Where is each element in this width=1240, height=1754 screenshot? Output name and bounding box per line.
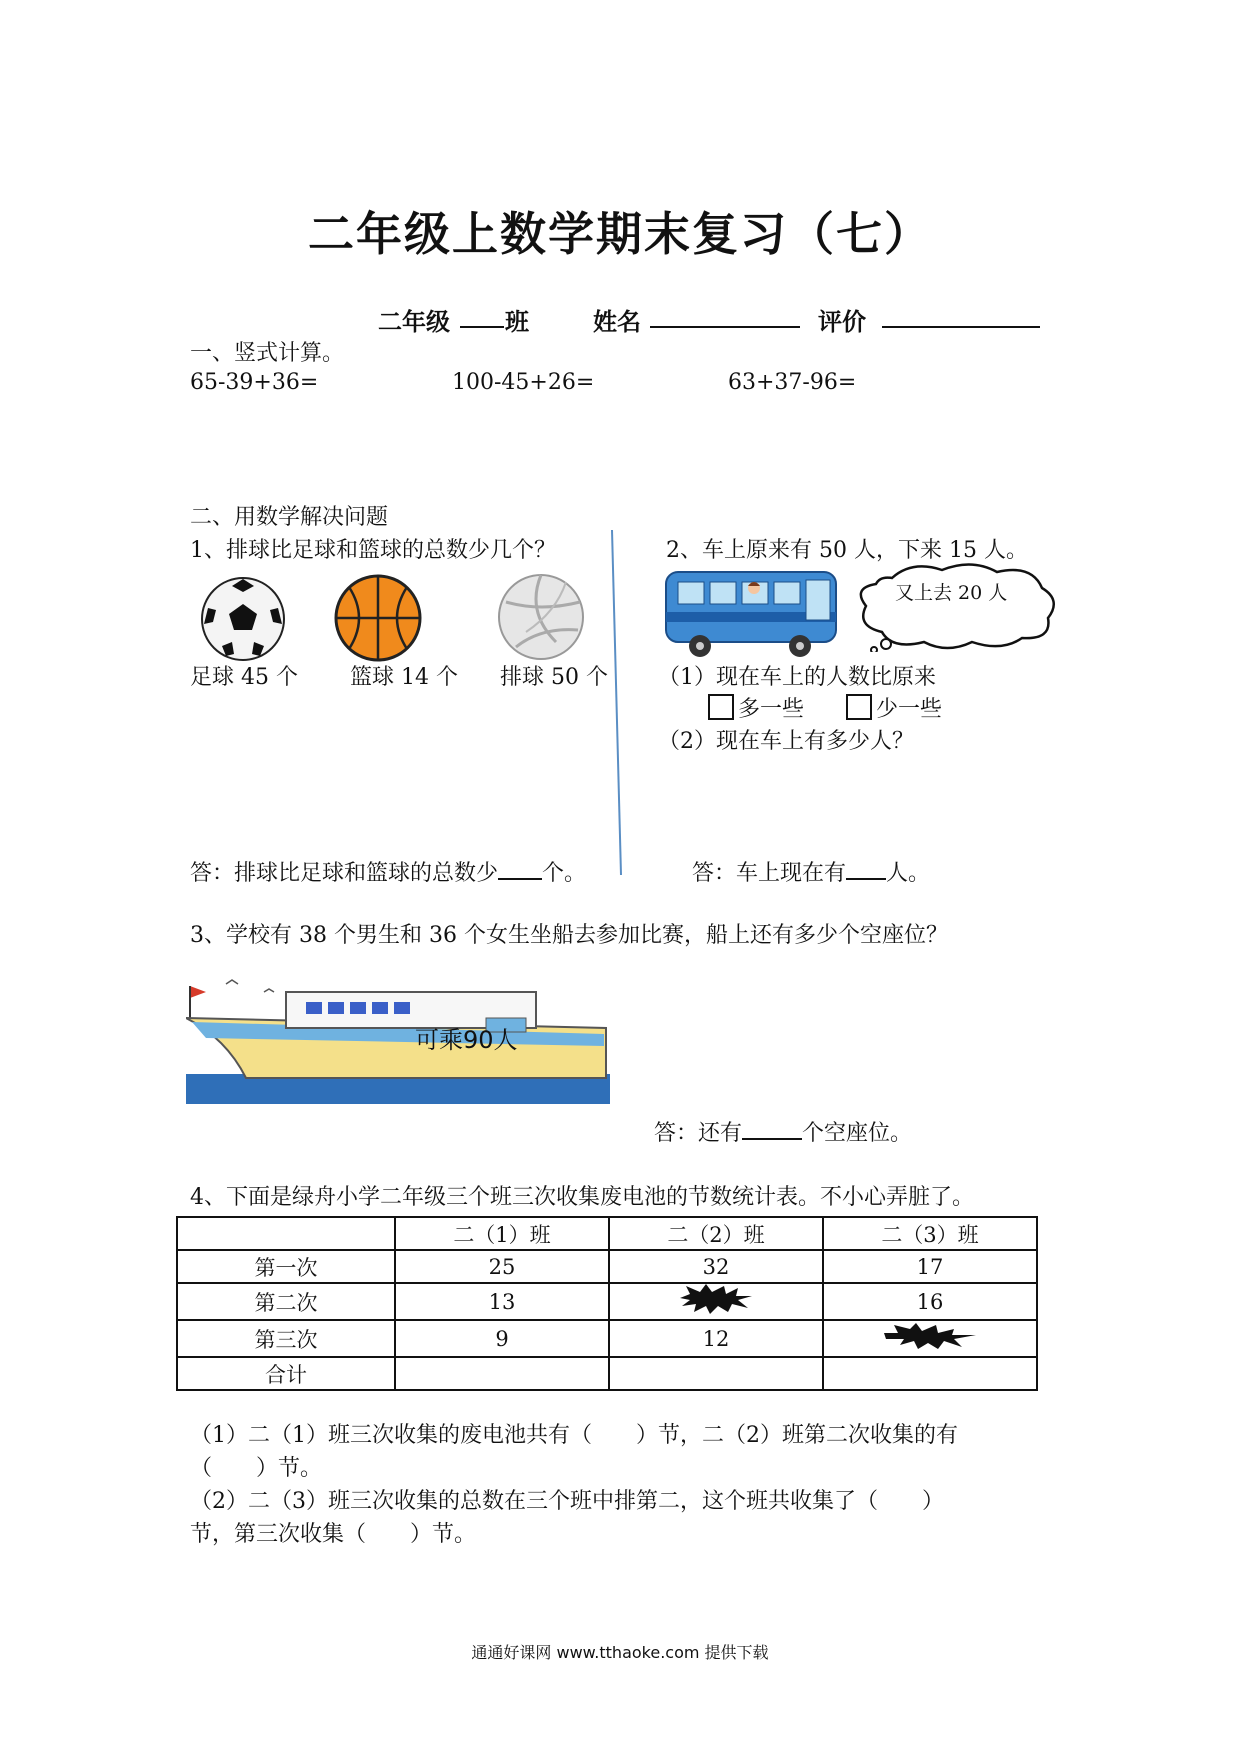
q4-sub2-line2: 节，第三次收集（ ）节。 (190, 1522, 477, 1547)
class-blank[interactable] (460, 326, 504, 328)
option-more-label: 多一些 (738, 697, 805, 722)
volleyball-label: 排球 50 个 (500, 665, 608, 690)
q3-answer-blank[interactable] (742, 1120, 802, 1140)
row-label: 第一次 (177, 1250, 395, 1283)
option-more[interactable] (708, 692, 804, 723)
name-label: 姓名 (593, 308, 641, 336)
option-less-label: 少一些 (876, 697, 943, 722)
name-blank[interactable] (650, 326, 800, 328)
eval-label: 评价 (818, 308, 866, 336)
volleyball-icon (496, 572, 586, 662)
table-cell-smudged (609, 1283, 823, 1320)
soccer-label: 足球 45 个 (190, 665, 298, 690)
table-row (177, 1283, 1037, 1320)
q4-sub2-line1: （2）二（3）班三次收集的总数在三个班中排第二，这个班共收集了（ ） (190, 1489, 944, 1514)
table-cell: 13 (395, 1283, 609, 1320)
q2-answer (692, 856, 930, 887)
q2-sub1: （1）现在车上的人数比原来 (658, 665, 936, 690)
q1-answer-prefix: 答：排球比足球和篮球的总数少 (190, 861, 499, 886)
q1-question: 1、排球比足球和篮球的总数少几个？ (190, 538, 556, 563)
problem-2: 100-45+26= (452, 370, 595, 395)
row-label: 第二次 (177, 1283, 395, 1320)
speech-cloud-text: 又上去 20 人 (895, 582, 1008, 604)
table-cell[interactable] (609, 1357, 823, 1390)
table-header-cell: 二（1）班 (395, 1217, 609, 1250)
q3-question: 3、学校有 38 个男生和 36 个女生坐船去参加比赛，船上还有多少个空座位？ (190, 923, 948, 948)
q2-answer-prefix: 答：车上现在有 (692, 861, 847, 886)
row-label: 合计 (177, 1357, 395, 1390)
q2-sub2: （2）现在车上有多少人？ (658, 729, 914, 754)
table-cell: 16 (823, 1283, 1037, 1320)
q1-answer (190, 856, 586, 887)
q4-sub1-line1: （1）二（1）班三次收集的废电池共有（ ）节，二（2）班第二次收集的有 (190, 1423, 958, 1448)
problem-3: 63+37-96= (728, 370, 857, 395)
ink-blot-icon (676, 1284, 756, 1314)
problem-1: 65-39+36= (190, 370, 319, 395)
q1-answer-blank[interactable] (498, 860, 542, 880)
q3-answer-suffix: 个空座位。 (802, 1121, 913, 1146)
ink-blot-icon (882, 1321, 978, 1351)
boat-icon (186, 978, 610, 1104)
boat-capacity-label: 可乘90人 (415, 1026, 518, 1054)
table-row (177, 1250, 1037, 1283)
q4-sub1-line2: （ ）节。 (190, 1456, 323, 1481)
q4-question: 4、下面是绿舟小学二年级三个班三次收集废电池的节数统计表。不小心弄脏了。 (190, 1185, 974, 1210)
table-row (177, 1357, 1037, 1390)
row-label: 第三次 (177, 1320, 395, 1357)
table-header-row (177, 1217, 1037, 1250)
option-less[interactable] (846, 692, 942, 723)
q1-answer-suffix: 个。 (542, 861, 587, 886)
battery-stats-table (176, 1216, 1038, 1391)
section1-heading: 一、竖式计算。 (190, 341, 345, 366)
class-label: 班 (505, 308, 529, 336)
table-cell-smudged (823, 1320, 1037, 1357)
q3-answer-prefix: 答：还有 (654, 1121, 743, 1146)
bus-icon (660, 566, 846, 660)
soccer-ball-icon (198, 574, 288, 664)
q3-answer (654, 1116, 912, 1147)
q2-answer-suffix: 人。 (886, 861, 931, 886)
grade-label: 二年级 (378, 308, 450, 336)
option-more-checkbox[interactable] (708, 694, 734, 720)
basketball-label: 篮球 14 个 (350, 665, 458, 690)
speech-cloud-icon (852, 560, 1062, 652)
table-cell: 25 (395, 1250, 609, 1283)
page-title: 二年级上数学期末复习（七） (308, 207, 932, 261)
q2-answer-blank[interactable] (846, 860, 886, 880)
footer-credit: 通通好课网 www.tthaoke.com 提供下载 (471, 1643, 769, 1662)
table-cell[interactable] (823, 1357, 1037, 1390)
table-cell: 9 (395, 1320, 609, 1357)
table-header-cell: 二（3）班 (823, 1217, 1037, 1250)
table-cell[interactable] (395, 1357, 609, 1390)
q2-question: 2、车上原来有 50 人，下来 15 人。 (666, 538, 1028, 563)
table-header-cell (177, 1217, 395, 1250)
table-row (177, 1320, 1037, 1357)
basketball-icon (333, 573, 423, 663)
table-cell: 17 (823, 1250, 1037, 1283)
table-header-cell: 二（2）班 (609, 1217, 823, 1250)
table-cell: 12 (609, 1320, 823, 1357)
column-divider (610, 530, 624, 875)
eval-blank[interactable] (882, 326, 1040, 328)
option-less-checkbox[interactable] (846, 694, 872, 720)
section2-heading: 二、用数学解决问题 (190, 505, 389, 530)
table-cell: 32 (609, 1250, 823, 1283)
